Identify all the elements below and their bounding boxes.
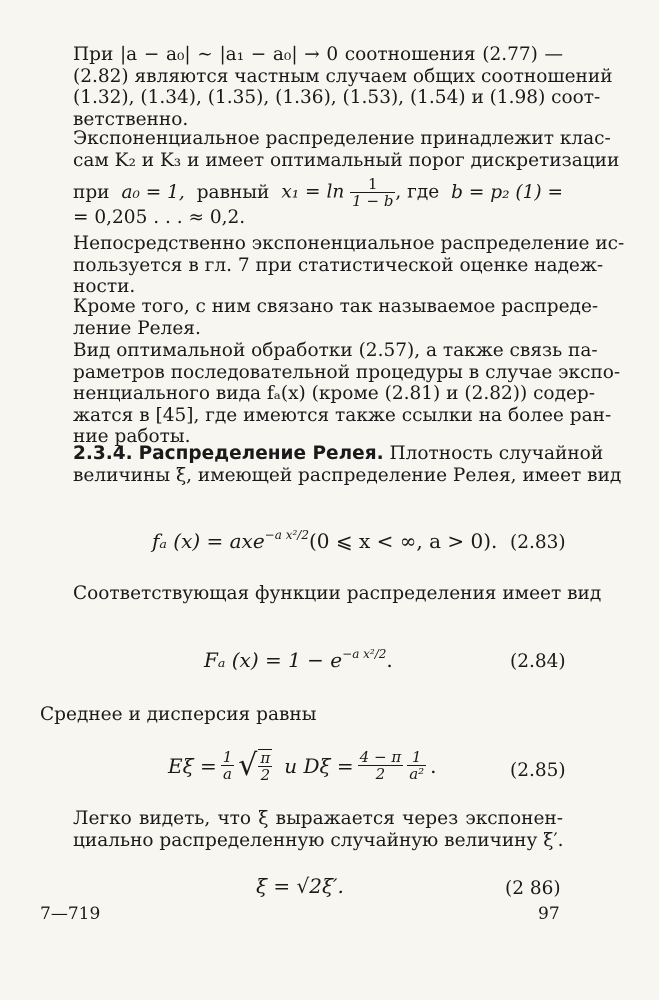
eq285-sqrt-denominator: 2 (260, 765, 271, 784)
eq285-fraction-2-numerator: 4 − π (359, 748, 402, 766)
paragraph-3-line-1: Непосредственно экспоненциальное распределение ис- (73, 233, 625, 254)
paragraph-5-line-3: ненциального вида fₐ(x) (кроме (2.81) и (2.82)) содер- (73, 383, 596, 404)
paragraph-6: Соответствующая функции распределения имеет вид (73, 583, 602, 604)
eq283-lhs: fₐ (x) = axe (152, 529, 265, 553)
equation-2-84 (204, 647, 393, 672)
section-heading-line-2: величины ξ, имеющей распределение Релея, имеет вид (73, 464, 622, 486)
paragraph-2-line-1: Экспоненциальное распределение принадлежит клас- (73, 128, 611, 149)
page-number: 97 (538, 904, 560, 924)
threshold-fraction (350, 176, 395, 209)
section-number: 2.3.4. (73, 443, 133, 464)
equation-number-2-84: (2.84) (510, 651, 566, 672)
paragraph-1-line-2: (2.82) являются частным случаем общих соотношений (73, 65, 613, 87)
eq285-fraction-1-numerator: 1 (222, 748, 233, 766)
equation-number-2-85: (2.85) (510, 760, 566, 781)
paragraph-5-line-5: ние работы. (73, 426, 191, 447)
paragraph-5 (73, 340, 621, 448)
paragraph-4 (73, 296, 599, 339)
equation-number-2-83: (2.83) (510, 532, 566, 553)
eq285-fraction-2-denominator: 2 (375, 765, 386, 783)
eq283-condition: (0 ⩽ x < ∞, a > 0). (308, 529, 498, 553)
equation-2-83 (152, 528, 497, 553)
eq285-fraction-2 (358, 749, 404, 782)
eq285-fraction-3 (407, 749, 426, 782)
eq285-e-part: Eξ = (168, 753, 217, 778)
paragraph-2 (73, 128, 620, 171)
equation-number-2-86: (2 86) (505, 878, 561, 899)
equation-2-85 (168, 748, 437, 783)
sqrt-sign-icon: √ (238, 748, 258, 783)
equation-2-86: ξ = √2ξ′. (256, 874, 344, 898)
eq284-lhs: Fₐ (x) = 1 − e (204, 648, 343, 672)
section-title: Распределение Релея. (138, 443, 384, 464)
section-heading-line-1 (73, 443, 604, 465)
paragraph-2-line-4: = 0,205 . . . ≈ 0,2. (73, 207, 246, 228)
paragraph-8-line-1: Легко видеть, что ξ выражается через экспонен- (73, 808, 563, 829)
eq285-mid: и Dξ = (284, 753, 354, 778)
paragraph-3-line-2: пользуется в гл. 7 при статистической оценке надеж- (73, 254, 604, 276)
text-ravnyi: равный (196, 182, 270, 203)
paragraph-4-line-2: ление Релея. (73, 317, 201, 339)
paragraph-4-line-1: Кроме того, с ним связано так называемое распреде- (73, 296, 599, 317)
paragraph-2-line-3 (73, 176, 563, 209)
x1-ln: x₁ = ln (281, 181, 345, 203)
paragraph-1-line-4: ветственно. (73, 108, 189, 130)
threshold-fraction-numerator: 1 (350, 176, 395, 193)
paragraph-1 (73, 44, 613, 130)
threshold-fraction-denominator: 1 − b (352, 192, 394, 210)
eq285-fraction-1-denominator: a (223, 765, 232, 783)
eq284-exponent: −a x²/2 (342, 647, 387, 661)
eq284-end: . (386, 648, 393, 672)
paragraph-5-line-2: раметров последовательной процедуры в случае экспо- (73, 361, 621, 383)
text-pri: при (73, 182, 110, 203)
text-gde: , где (395, 181, 440, 203)
printer-signature: 7—719 (40, 904, 101, 924)
section-heading-rest: Плотность случайной (383, 443, 604, 464)
paragraph-5-line-4: жатся в [45], где имеются также ссылки на более ран- (73, 404, 612, 426)
eq285-fraction-3-numerator: 1 (407, 749, 426, 766)
eq285-fraction-3-denominator: a² (409, 765, 425, 783)
eq285-fraction-1 (221, 749, 235, 782)
threshold-formula (281, 176, 439, 209)
paragraph-1-line-1: При |a − a₀| ∼ |a₁ − a₀| → 0 соотношения (2.77) — (73, 44, 563, 65)
eq285-sqrt-fraction (258, 749, 272, 783)
paragraph-5-line-1: Вид оптимальной обработки (2.57), а также связь па- (73, 340, 598, 361)
b-equals-p2: b = p₂ (1) = (451, 182, 563, 203)
paragraph-3 (73, 233, 625, 298)
eq283-exponent: −a x²/2 (264, 528, 309, 542)
section-heading (73, 443, 622, 486)
paragraph-1-line-3: (1.32), (1.34), (1.35), (1.36), (1.53), (1.54) и (1.98) соот- (73, 87, 601, 108)
paragraph-8-line-2: циально распределенную случайную величину ξ′. (73, 829, 564, 851)
a0-equals-1: a₀ = 1, (121, 182, 185, 203)
paragraph-3-line-3: ности. (73, 276, 136, 297)
eq285-sqrt-numerator: π (260, 748, 271, 767)
eq285-period: . (430, 753, 437, 778)
paragraph-8 (73, 808, 563, 851)
paragraph-7: Среднее и дисперсия равны (40, 704, 317, 725)
paragraph-2-line-2: сам K₂ и K₃ и имеет оптимальный порог дискретизации (73, 149, 620, 171)
